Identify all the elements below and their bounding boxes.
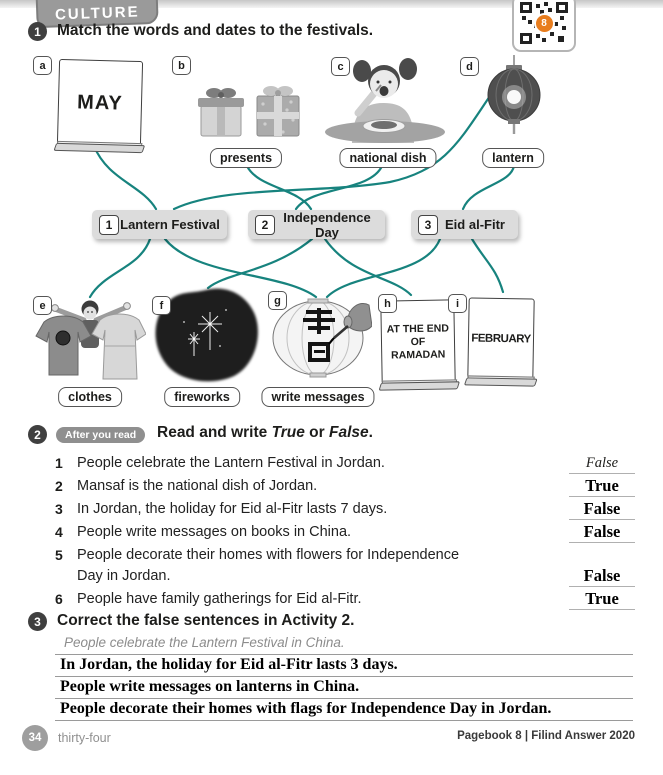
item-letter-g: g [268, 291, 287, 310]
statement-row-3 [55, 499, 635, 520]
answer-slot: False [569, 453, 635, 474]
item-letter-a: a [33, 56, 52, 75]
activity2-title-or: or [304, 424, 329, 441]
festival-box-independence-day [248, 210, 385, 239]
activity1-number: 1 [28, 22, 47, 41]
statement-text: People write messages on books in China. [77, 524, 352, 540]
activity2-title-true: True [271, 424, 305, 441]
statement-text: In Jordan, the holiday for Eid al-Fitr lasts 7 days. [77, 501, 388, 517]
item-letter-h: h [378, 294, 397, 313]
label-write-messages: write messages [261, 387, 374, 407]
page-number-word: thirty-four [58, 731, 111, 745]
activity2-title [157, 424, 373, 442]
statement-text: People have family gatherings for Eid al-Fitr. [77, 591, 362, 607]
correction-line-1: People celebrate the Lantern Festival in China. [55, 633, 633, 655]
calendar-february: FEBRUARY [467, 297, 534, 380]
festival-name-1: Lantern Festival [120, 217, 220, 232]
activity2-title-period: . [368, 424, 373, 441]
statement-number: 1 [55, 455, 63, 471]
statement-row-1 [55, 453, 635, 474]
item-letter-c: c [331, 57, 350, 76]
label-fireworks: fireworks [164, 387, 240, 407]
statement-number: 5 [55, 547, 63, 563]
correction-lines [55, 633, 633, 721]
lantern-icon [486, 55, 542, 139]
after-you-read-tag: After you read [56, 427, 145, 443]
label-clothes: clothes [58, 387, 122, 407]
festival-box-eid-al-fitr [411, 210, 518, 239]
festival-number-1: 1 [99, 215, 119, 235]
true-false-list [55, 453, 635, 612]
statement-row-5 [55, 545, 635, 587]
calendar-end-of-ramadan: AT THE END OF RAMADAN [380, 299, 455, 384]
festival-number-2: 2 [255, 215, 275, 235]
page-number-badge: 34 [22, 725, 48, 751]
write-messages-lantern-icon [268, 298, 372, 378]
answer-slot: False [569, 566, 635, 587]
correction-line-2: In Jordan, the holiday for Eid al-Fitr lasts 3 days. [55, 655, 633, 677]
statement-number: 3 [55, 501, 63, 517]
answer-slot: True [569, 589, 635, 610]
activity2-title-false: False [329, 424, 369, 441]
qr-number-badge: 8 [534, 13, 555, 34]
statement-text: People decorate their homes with flowers for Independence Day in Jordan. [77, 547, 460, 584]
item-letter-i: i [448, 294, 467, 313]
statement-number: 2 [55, 478, 63, 494]
activity2-title-pre: Read and write [157, 424, 272, 441]
footer-source-text: Pagebook 8 | Filind Answer 2020 [457, 730, 635, 742]
answer-slot: True [569, 476, 635, 497]
festival-name-2: Independence Day [283, 209, 371, 240]
festival-box-lantern-festival [92, 210, 227, 239]
culture-banner-label: CULTURE [54, 3, 140, 24]
statement-text: Mansaf is the national dish of Jordan. [77, 478, 318, 494]
item-letter-e: e [33, 296, 52, 315]
festival-name-3: Eid al-Fitr [445, 217, 505, 232]
label-presents: presents [210, 148, 282, 168]
correction-line-4: People decorate their homes with flags for Independence Day in Jordan. [55, 699, 633, 721]
activity3-number: 3 [28, 612, 47, 631]
statement-number: 4 [55, 524, 63, 540]
activity1-title: Match the words and dates to the festivals. [57, 22, 374, 39]
label-national-dish: national dish [339, 148, 436, 168]
answer-slot: False [569, 522, 635, 543]
activity2-number: 2 [28, 425, 47, 444]
festival-number-3: 3 [418, 215, 438, 235]
statement-row-6 [55, 589, 635, 610]
activity3-title: Correct the false sentences in Activity 2. [57, 612, 355, 629]
answer-slot: False [569, 499, 635, 520]
statement-row-4 [55, 522, 635, 543]
statement-row-2 [55, 476, 635, 497]
item-letter-f: f [152, 296, 171, 315]
item-letter-d: d [460, 57, 479, 76]
item-letter-b: b [172, 56, 191, 75]
label-lantern: lantern [482, 148, 544, 168]
correction-line-3: People write messages on lanterns in China. [55, 677, 633, 699]
calendar-may: MAY [57, 59, 143, 147]
statement-text: People celebrate the Lantern Festival in Jordan. [77, 455, 385, 471]
statement-number: 6 [55, 591, 63, 607]
presents-icon [195, 80, 307, 142]
